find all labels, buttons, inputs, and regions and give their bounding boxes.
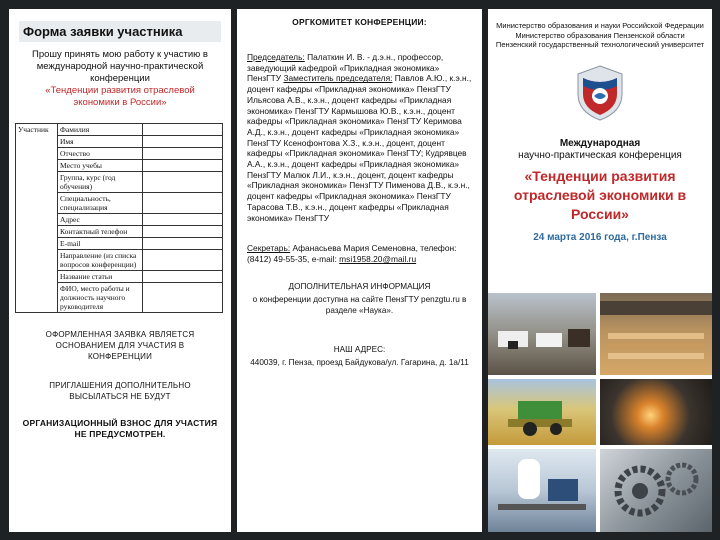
field-label: Адрес [58,214,143,226]
address-text: 440039, г. Пенза, проезд Байдукова/ул. Гагарина, д. 1а/11 [250,357,469,367]
international-label: Международная [559,137,641,149]
field-value-cell[interactable] [143,148,223,160]
field-label: Место учебы [58,160,143,172]
field-value-cell[interactable] [143,172,223,193]
notice-no-fee: ОРГАНИЗАЦИОННЫЙ ВЗНОС ДЛЯ УЧАСТИЯ НЕ ПРЕДУСМОТРЕН. [22,418,218,439]
secretary-text: Афанасьева Мария Семеновна, телефон: (8412) 49-55-35, e-mail: [247,243,457,264]
welding-photo [600,379,712,445]
application-form-panel [9,9,231,532]
field-value-cell[interactable] [143,250,223,271]
form-intro-conference: «Тенденции развития отраслевой экономики в России» [45,85,195,108]
photo-collage [488,293,712,532]
field-label: Отчество [58,148,143,160]
field-value-cell[interactable] [143,136,223,148]
field-label: Направление (из списка вопросов конференции) [58,250,143,271]
form-intro: Прошу принять мою работу к участию в международной научно-практической конференции [32,49,208,84]
secretary-label: Секретарь: [247,243,291,254]
cows-photo [488,293,596,375]
field-label: Фамилия [58,124,143,136]
committee-list [247,52,474,223]
cover-panel [488,9,712,532]
university-emblem-icon [575,64,625,122]
application-table [15,123,223,313]
committee-title: ОРГКОМИТЕТ КОНФЕРЕНЦИИ: [292,17,427,27]
conference-type: научно-практическая конференция [518,149,682,161]
notice-no-invitations: ПРИГЛАШЕНИЯ ДОПОЛНИТЕЛЬНО ВЫСЫЛАТЬСЯ НЕ БУДУТ [49,381,191,401]
field-label: Контактный телефон [58,226,143,238]
field-value-cell[interactable] [143,271,223,283]
notice-application-basis: ОФОРМЛЕННАЯ ЗАЯВКА ЯВЛЯЕТСЯ ОСНОВАНИЕМ ДЛЯ УЧАСТИЯ В КОНФЕРЕНЦИИ [45,330,195,361]
address-title: НАШ АДРЕС: [333,344,386,354]
conference-date: 24 марта 2016 года, г.Пенза [533,231,667,243]
secretary-block [247,243,474,264]
form-title: Форма заявки участника [19,21,221,42]
field-label: Группа, курс (год обучения) [58,172,143,193]
field-value-cell[interactable] [143,193,223,214]
chair-label: Председатель: [247,52,305,62]
field-value-cell[interactable] [143,226,223,238]
committee-panel [237,9,482,532]
field-label: Название статьи [58,271,143,283]
participant-header: Участник [16,124,58,313]
field-value-cell[interactable] [143,160,223,172]
gears-photo [600,449,712,532]
lab-photo [488,449,596,532]
field-label: E-mail [58,238,143,250]
deputy-text: Павлов А.Ю., к.э.н., доцент кафедры «Прикладная экономика» ПензГТУ [247,73,472,95]
field-value-cell[interactable] [143,214,223,226]
deputy-label: Заместитель председателя: [283,73,393,84]
committee-members: Ильясова А.В., к.э.н., доцент кафедры «Прикладная экономика» ПензГТУ Кармышова Ю.В., к.э.н., доцент кафедры «Прикладная экономика» ПензГТУ Керимова А.Д., к.э.н., доцент кафедры «Прикладная экономика» ПензГТУ Ксенофонтова Х.З., к.э.н., доцент, доцент кафедры «Прикладная экономика» ПензГТУ; Кудрявцев А.А., к.э.н., доцент кафедры «Прикладная экономика» ПензГТУ Малюк Л.И., к.э.н., доцент, доцент кафедры «Прикладная экономика» ПензГТУ Пименова Д.В., к.э.н., доцент кафедры «Прикладная экономика» ПензГТУ Тарасова Т.В., к.э.н., доцент кафедры «Прикладная экономика» ПензГТУ [247,94,470,223]
conference-title: «Тенденции развития отраслевой экономики в России» [513,167,687,222]
ministry-header: Министерство образования и науки Российской Федерации Министерство образования Пензенской области Пензенский государственный технологический университет [495,21,705,49]
field-label: ФИО, место работы и должность научного руководителя [58,283,143,313]
field-value-cell[interactable] [143,124,223,136]
additional-info-text: о конференции доступна на сайте ПензГТУ penzgtu.ru в разделе «Наука». [252,294,467,315]
additional-info-title: ДОПОЛНИТЕЛЬНАЯ ИНФОРМАЦИЯ [288,281,431,291]
chair-text: Палаткин И. В. - д.э.н., профессор, заведующий кафедрой «Прикладная экономика» ПензГТУ [247,52,444,84]
secretary-email-link[interactable]: msi1958.20@mail.ru [339,253,417,264]
field-value-cell[interactable] [143,283,223,313]
field-value-cell[interactable] [143,238,223,250]
field-label: Специальность, специализация [58,193,143,214]
lumber-photo [600,293,712,375]
field-label: Имя [58,136,143,148]
harvester-photo [488,379,596,445]
